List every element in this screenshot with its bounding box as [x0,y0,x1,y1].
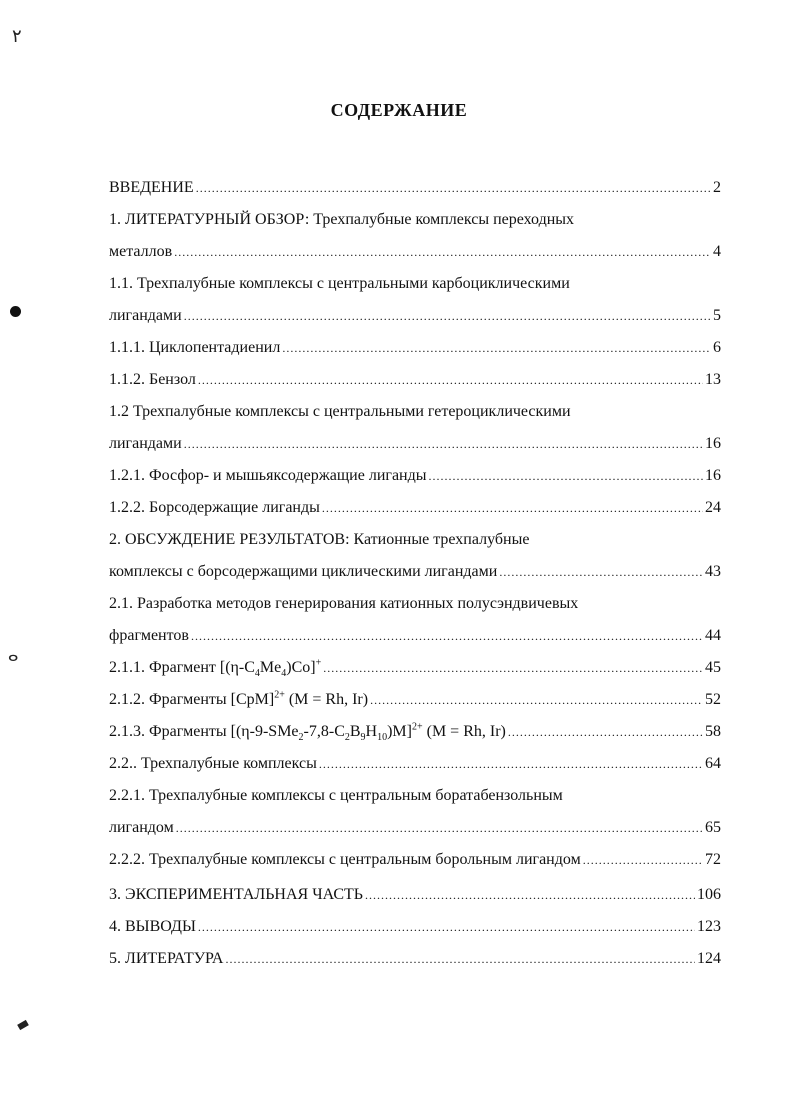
page-number: 16 [705,467,721,484]
page-number: 123 [697,918,721,935]
toc-entry-1-2-1[interactable]: 1.2.1. Фосфор- и мышьяксодержащие лиганды ..... 16 [109,460,721,492]
page-number: 72 [705,851,721,868]
table-of-contents [109,172,721,975]
toc-entry-introduction[interactable]: ВВЕДЕНИЕ ..... 2 [109,172,721,204]
page-number: 16 [705,435,721,452]
page-number: 124 [697,950,721,967]
toc-entry-1-2-2[interactable]: 1.2.2. Борсодержащие лиганды ..... 24 [109,492,721,524]
toc-entry-2-1-1[interactable]: 2.1.1. Фрагмент $[(\eta-C_4Me_4)Co]^+$ ..... 45 [109,652,721,684]
page-number: 52 [705,691,721,708]
page-number: 45 [705,659,721,676]
toc-entry-2-2[interactable]: 2.2.. Трехпалубные комплексы ..... 64 [109,748,721,780]
toc-entry-2-1[interactable]: 2.1. Разработка методов генерирования катионных полусэндвичевых фрагментов ..... 44 [109,588,721,652]
toc-entry-1-2[interactable]: 1.2 Трехпалубные комплексы с центральными гетероциклическими лигандами ..... 16 [109,396,721,460]
page-number: 24 [705,499,721,516]
scan-mark-bottom-left [17,1020,29,1030]
page-number: 5 [713,307,721,324]
page-number: 58 [705,723,721,740]
page-number: 64 [705,755,721,772]
page-number: 13 [705,371,721,388]
scan-mark-mid-left: ⴰ [8,646,19,665]
page-number: 4 [713,243,721,260]
page-title: СОДЕРЖАНИЕ [330,100,468,120]
toc-entry-references[interactable]: 5. ЛИТЕРАТУРА ..... 124 [109,943,721,975]
toc-entry-conclusions[interactable]: 4. ВЫВОДЫ ..... 123 [109,911,721,943]
toc-entry-discussion[interactable]: 2. ОБСУЖДЕНИЕ РЕЗУЛЬТАТОВ: Катионные трехпалубные комплексы с борсодержащими циклическими лигандами ..... 43 [109,524,721,588]
page-number: 43 [705,563,721,580]
toc-entry-experimental[interactable]: 3. ЭКСПЕРИМЕНТАЛЬНАЯ ЧАСТЬ ..... 106 [109,879,721,911]
toc-entry-1-1[interactable]: 1.1. Трехпалубные комплексы с центральными карбоциклическими лигандами ..... 5 [109,268,721,332]
toc-entry-1-1-1[interactable]: 1.1.1. Циклопентадиенил ..... 6 [109,332,721,364]
toc-entry-2-1-3[interactable]: 2.1.3. Фрагменты $[(\eta-9-SMe_2-7,8-C_2B_9H_{10})M]^{2+}$ (M = Rh, Ir) ..... 58 [109,716,721,748]
scan-dot-left [10,306,21,317]
page-number: 6 [713,339,721,356]
page-number: 106 [697,886,721,903]
page-number: 44 [705,627,721,644]
toc-entry-2-1-2[interactable]: 2.1.2. Фрагменты [CpM]$^{2+}$ (M = Rh, Ir) ..... 52 [109,684,721,716]
page-number: 65 [705,819,721,836]
toc-entry-2-2-1[interactable]: 2.2.1. Трехпалубные комплексы с центральным боратабензольным лигандом ..... 65 [109,780,721,844]
toc-entry-1-1-2[interactable]: 1.1.2. Бензол ..... 13 [109,364,721,396]
toc-entry-literature-review[interactable]: 1. ЛИТЕРАТУРНЫЙ ОБЗОР: Трехпалубные комплексы переходных металлов ..... 4 [109,204,721,268]
scan-mark-top-left: ٢ [12,26,22,47]
toc-entry-2-2-2[interactable]: 2.2.2. Трехпалубные комплексы с центральным борольным лигандом ..... 72 [109,844,721,876]
page-number: 2 [713,179,721,196]
